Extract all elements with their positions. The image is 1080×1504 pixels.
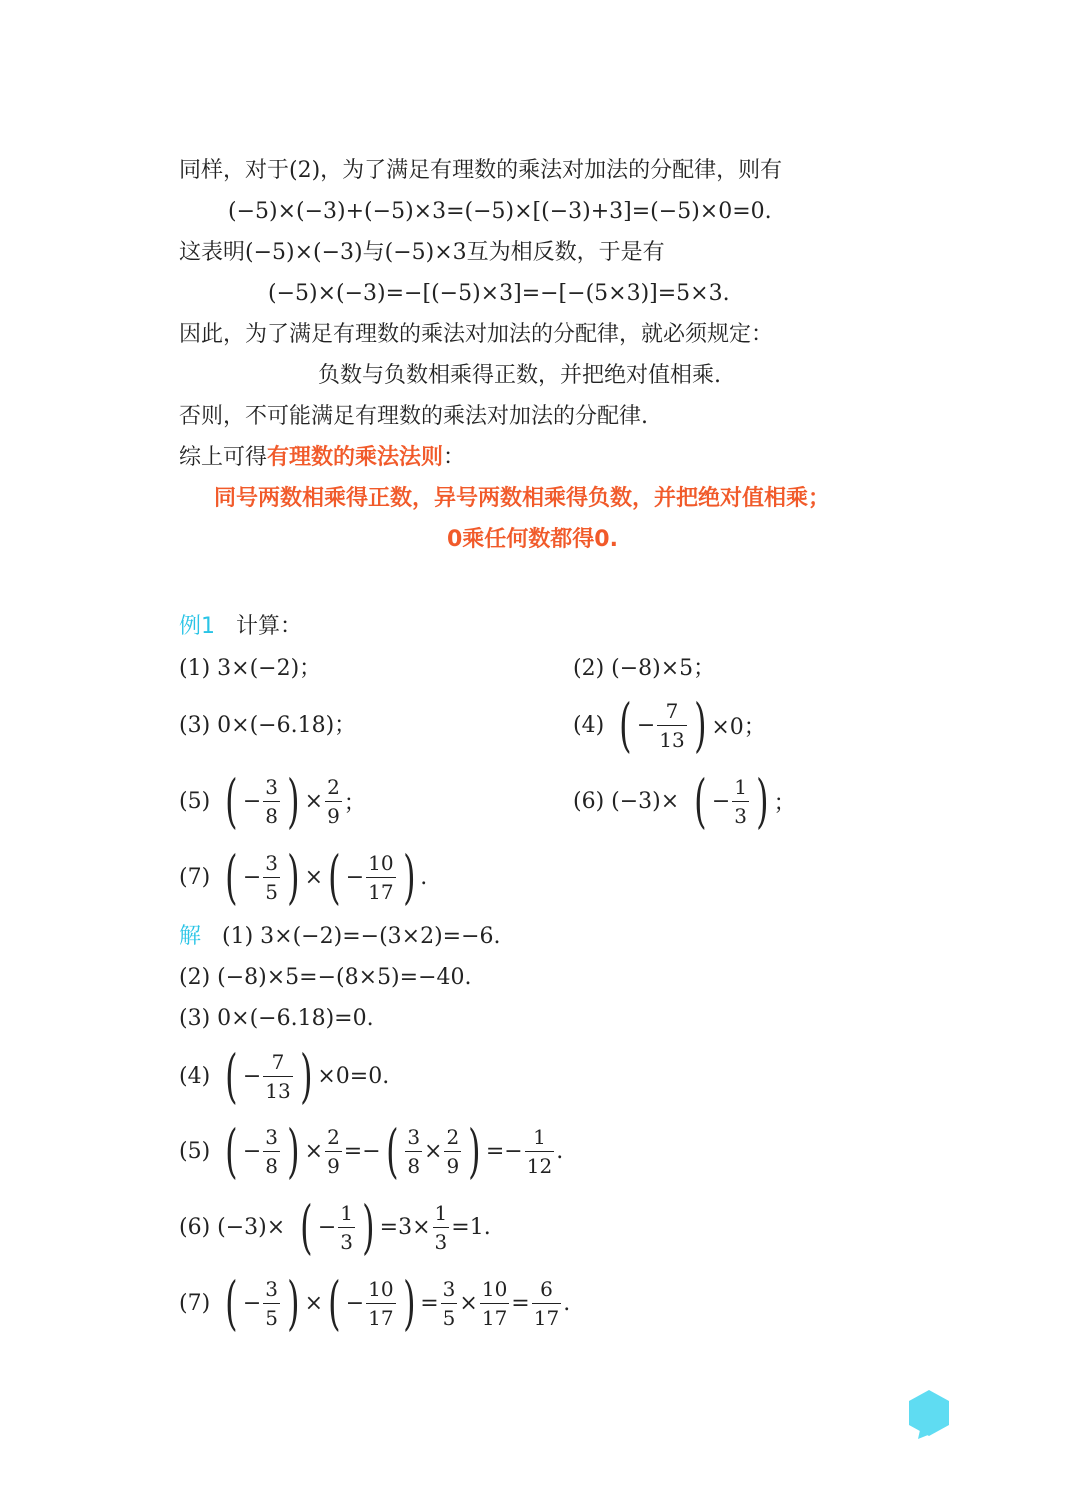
example-item-5-tail: ；: [343, 790, 366, 816]
solution-line-1: [179, 922, 501, 952]
denominator: 5: [441, 1303, 458, 1331]
denominator: 13: [657, 725, 686, 753]
times-sign: ×: [459, 1290, 478, 1316]
hexagon-chat-icon[interactable]: [906, 1388, 952, 1440]
solution-1: (1) 3×(−2)=−(3×2)=−6.: [222, 924, 501, 949]
denominator: 9: [325, 1151, 342, 1179]
left-paren: (: [225, 843, 238, 911]
solution-7-label: (7): [179, 1290, 211, 1316]
numerator: 1: [340, 1200, 353, 1225]
example-item-6: [573, 768, 796, 834]
left-paren: (: [225, 767, 238, 835]
numerator: 7: [665, 698, 679, 723]
fraction-7-13: [657, 698, 686, 753]
fraction-3-5: [441, 1276, 458, 1331]
denominator: 9: [325, 801, 342, 829]
left-paren: (: [328, 843, 341, 911]
equation-1: (−5)×(−3)+(−5)×3=(−5)×[(−3)+3]=(−5)×0=0.: [228, 199, 772, 224]
numerator: 1: [434, 1200, 448, 1225]
minus-sign: −: [242, 1063, 262, 1089]
numerator: 3: [407, 1124, 421, 1149]
minus-sign: −: [242, 788, 262, 814]
example-label: 例1: [179, 614, 215, 639]
paragraph-3: 因此，为了满足有理数的乘法对加法的分配律，就必须规定：: [179, 322, 774, 347]
minus-sign: −: [242, 864, 262, 890]
times-sign: ×: [304, 1290, 324, 1316]
multiplication-rule-term: 有理数的乘法法则: [267, 445, 444, 470]
left-paren: (: [328, 1269, 341, 1337]
minus-sign: −: [636, 712, 656, 738]
fraction-6-17: [532, 1276, 561, 1331]
minus-sign: −: [711, 788, 731, 814]
fraction-1-3: [338, 1200, 355, 1255]
example-item-4: [573, 692, 766, 758]
right-paren: ): [402, 843, 416, 911]
left-paren: (: [225, 1117, 238, 1185]
equals-sign: =: [485, 1138, 505, 1164]
solution-line-4: [179, 1043, 389, 1109]
rule-line-1: 同号两数相乘得正数，异号两数相乘得负数，并把绝对值相乘；: [214, 486, 831, 511]
paragraph-5-prefix: 综上可得: [179, 445, 268, 470]
numerator: 1: [533, 1124, 546, 1149]
times-sign: ×: [304, 1138, 324, 1164]
right-paren: ): [468, 1117, 481, 1185]
equation-2: (−5)×(−3)=−[(−5)×3]=−[−(5×3)]=5×3.: [268, 281, 730, 306]
denominator: 3: [433, 1227, 450, 1255]
fraction-3-5: [263, 1276, 280, 1331]
example-title: 计算：: [236, 614, 303, 639]
right-paren: ): [287, 767, 300, 835]
denominator: 17: [366, 877, 395, 905]
numerator: 10: [481, 1276, 508, 1301]
equals-sign: =: [420, 1290, 439, 1316]
fraction-10-17: [366, 850, 395, 905]
numerator: 2: [446, 1124, 460, 1149]
denominator: 17: [532, 1303, 561, 1331]
example-item-5: [179, 768, 366, 834]
solution-line-6: [179, 1194, 491, 1260]
solution-5-label: (5): [179, 1138, 211, 1164]
fraction-7-13: [263, 1049, 292, 1104]
numerator: 7: [271, 1049, 285, 1074]
paragraph-1: 同样，对于(2)，为了满足有理数的乘法对加法的分配律，则有: [179, 158, 783, 183]
times-sign: ×: [412, 1214, 431, 1240]
example-item-7-label: (7): [179, 864, 211, 890]
minus-sign: −: [345, 1290, 365, 1316]
right-paren: ): [362, 1193, 375, 1261]
numerator: 10: [368, 850, 394, 875]
fraction-2-9: [325, 774, 342, 829]
left-paren: (: [225, 1269, 238, 1337]
fraction-3-5: [263, 850, 280, 905]
fraction-3-8: [263, 1124, 280, 1179]
equals-sign: =: [379, 1214, 399, 1240]
number-1: 1: [469, 1214, 484, 1240]
numerator: 2: [327, 1124, 340, 1149]
minus-sign: −: [345, 864, 365, 890]
equals-sign: =: [451, 1214, 470, 1240]
period: .: [483, 1214, 491, 1240]
solution-line-7: [179, 1270, 570, 1336]
denominator: 3: [338, 1227, 355, 1255]
example-item-6-tail: ；: [773, 790, 796, 816]
times-sign: ×: [304, 864, 324, 890]
solution-line-5: [179, 1118, 563, 1184]
numerator: 3: [442, 1276, 456, 1301]
numerator: 3: [265, 850, 278, 875]
right-paren: ): [287, 1117, 300, 1185]
denominator: 12: [525, 1151, 554, 1179]
right-paren: ): [693, 691, 707, 759]
paragraph-5: [179, 443, 465, 473]
right-paren: ): [287, 1269, 300, 1337]
left-paren: (: [225, 1042, 238, 1110]
denominator: 8: [263, 801, 280, 829]
times-sign: ×: [304, 788, 324, 814]
rule-line-2: 0乘任何数都得0.: [447, 527, 618, 552]
fraction-2-9: [444, 1124, 461, 1179]
denominator: 8: [263, 1151, 280, 1179]
right-paren: ): [299, 1042, 313, 1110]
numerator: 1: [734, 774, 747, 799]
period: .: [563, 1290, 571, 1316]
left-paren: (: [694, 767, 707, 835]
minus-sign: −: [317, 1214, 337, 1240]
example-item-7: [179, 844, 427, 910]
example-item-5-label: (5): [179, 788, 211, 814]
right-paren: ): [287, 843, 300, 911]
minus-sign: −: [362, 1138, 381, 1164]
paragraph-4: 否则，不可能满足有理数的乘法对加法的分配律.: [179, 404, 648, 429]
example-item-3: (3) 0×(−6.18)；: [179, 713, 357, 738]
denominator: 8: [405, 1151, 422, 1179]
fraction-1-3: [732, 774, 749, 829]
solution-6-label: (6) (−3)×: [179, 1214, 286, 1240]
minus-sign: −: [242, 1290, 262, 1316]
left-paren: (: [300, 1193, 313, 1261]
example-item-2: (2) (−8)×5；: [573, 656, 716, 681]
solution-line-2: (2) (−8)×5=−(8×5)=−40.: [179, 965, 472, 990]
example-item-7-tail: .: [420, 864, 428, 890]
example-item-1: (1) 3×(−2)；: [179, 656, 322, 681]
numerator: 6: [540, 1276, 553, 1301]
denominator: 5: [263, 1303, 280, 1331]
solution-4-tail: ×0=0.: [317, 1063, 390, 1089]
fraction-3-8: [263, 774, 280, 829]
numerator: 3: [265, 774, 278, 799]
period: .: [556, 1138, 564, 1164]
paragraph-2: 这表明(−5)×(−3)与(−5)×3互为相反数，于是有: [179, 240, 665, 265]
example-item-4-tail: ×0；: [711, 714, 766, 740]
number-3: 3: [398, 1214, 413, 1240]
times-sign: ×: [424, 1138, 443, 1164]
solution-line-3: (3) 0×(−6.18)=0.: [179, 1006, 374, 1031]
fraction-10-17: [366, 1276, 395, 1331]
numerator: 2: [327, 774, 340, 799]
example-item-6-label: (6) (−3)×: [573, 788, 680, 814]
rule-negative-product: 负数与负数相乘得正数，并把绝对值相乘.: [318, 363, 721, 388]
denominator: 3: [732, 801, 749, 829]
right-paren: ): [756, 767, 769, 835]
numerator: 3: [265, 1124, 278, 1149]
solution-label: 解: [179, 924, 202, 949]
minus-sign: −: [242, 1138, 262, 1164]
left-paren: (: [385, 1117, 399, 1185]
example-header: [179, 612, 302, 642]
fraction-1-12: [525, 1124, 554, 1179]
example-item-4-label: (4): [573, 712, 605, 738]
fraction-10-17: [480, 1276, 509, 1331]
left-paren: (: [619, 691, 632, 759]
right-paren: ): [402, 1269, 416, 1337]
numerator: 3: [265, 1276, 278, 1301]
denominator: 9: [444, 1151, 461, 1179]
paragraph-5-suffix: ：: [443, 445, 466, 470]
solution-4-label: (4): [179, 1063, 211, 1089]
denominator: 5: [263, 877, 280, 905]
numerator: 10: [368, 1276, 394, 1301]
fraction-3-8: [405, 1124, 422, 1179]
equals-sign: =: [343, 1138, 363, 1164]
denominator: 13: [263, 1076, 292, 1104]
denominator: 17: [480, 1303, 509, 1331]
minus-sign: −: [504, 1138, 523, 1164]
equals-sign: =: [511, 1290, 530, 1316]
fraction-2-9: [325, 1124, 342, 1179]
denominator: 17: [366, 1303, 395, 1331]
fraction-1-3: [433, 1200, 450, 1255]
